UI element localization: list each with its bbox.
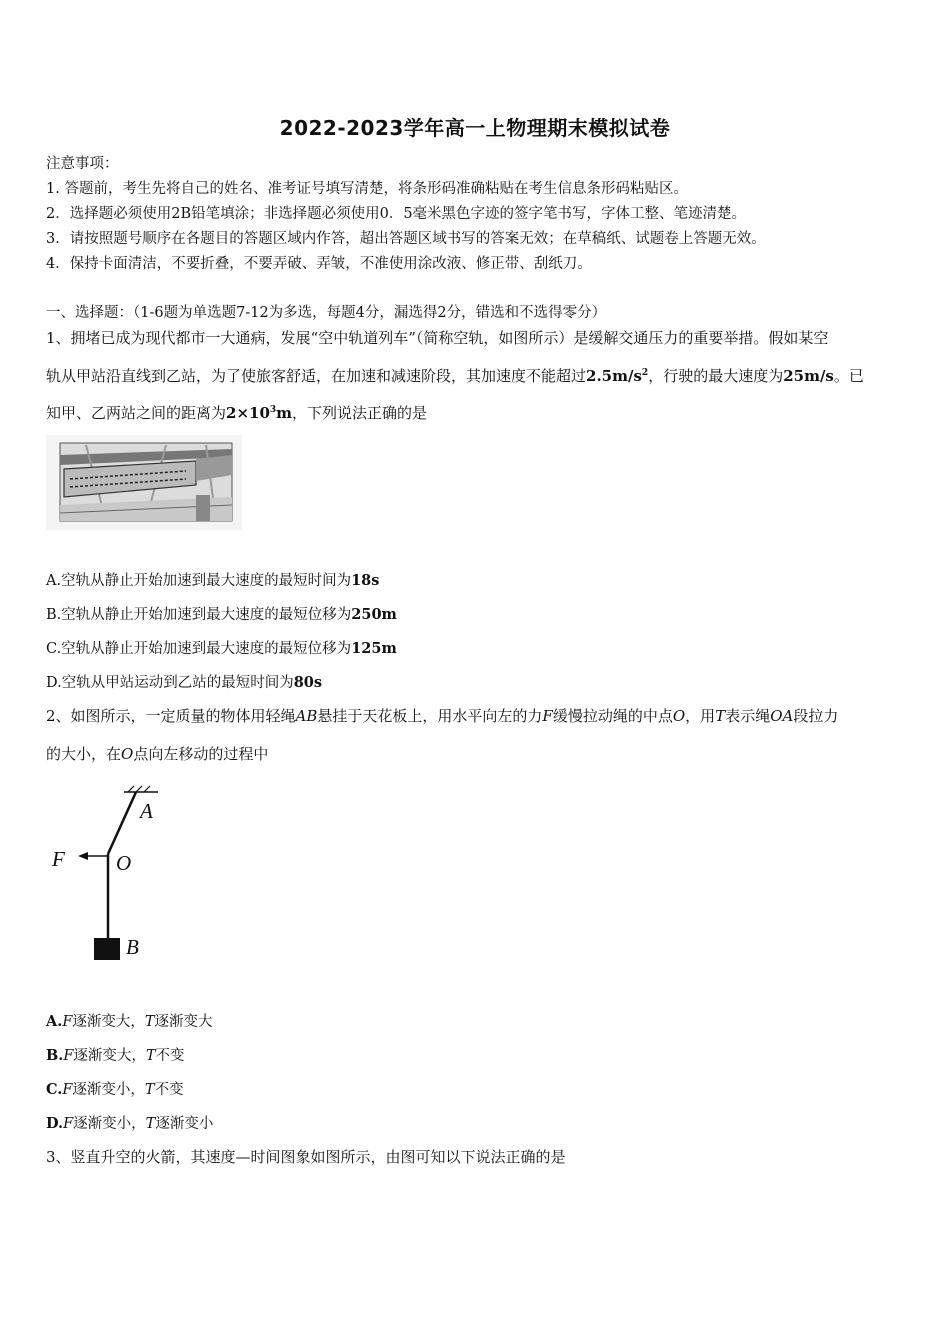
q2-option-d[interactable]: D.F逐渐变小，T逐渐变小 (46, 1115, 214, 1132)
q1-max-speed: 25m/s (783, 367, 834, 385)
q3-stem-line1: 3、竖直升空的火箭，其速度—时间图象如图所示，由图可知以下说法正确的是 (46, 1148, 566, 1166)
q1-distance: 2×10 (226, 404, 270, 422)
page-title: 2022-2023学年高一上物理期末模拟试卷 (279, 116, 671, 140)
label-a: A (140, 799, 153, 823)
q1-option-b[interactable]: B.空轨从静止开始加速到最大速度的最短位移为250m (46, 606, 397, 623)
q2-stem-line1: 2、如图所示，一定质量的物体用轻绳AB悬挂于天花板上，用水平向左的力F缓慢拉动绳的中点O，用T表示绳OA段拉力 (46, 707, 839, 725)
label-o: O (116, 851, 132, 875)
q2-option-b[interactable]: B.F逐渐变大，T不变 (46, 1047, 185, 1064)
q1-stem-line2: 轨从甲站沿直线到乙站，为了使旅客舒适，在加速和减速阶段，其加速度不能超过$2.5m/s^2$，行驶的最大速度为25m/s。已 (46, 367, 864, 385)
notice-item: 1. 答题前，考生先将自己的姓名、准考证号填写清楚，将条形码准确粘贴在考生信息条形码粘贴区。 (46, 181, 688, 197)
q1-option-c[interactable]: C.空轨从静止开始加速到最大速度的最短位移为125m (46, 640, 397, 657)
notice-item: 2．选择题必须使用2B铅笔填涂；非选择题必须使用0．5毫米黑色字迹的签字笔书写，字体工整、笔迹清楚。 (46, 206, 747, 222)
label-f: F (52, 847, 65, 871)
q2-stem-line2: 的大小，在O点向左移动的过程中 (46, 745, 269, 763)
q1-acceleration: 2.5m/s (586, 367, 642, 385)
ceiling-hatch (128, 786, 150, 792)
q1-stem-line1: 1、拥堵已成为现代都市一大通病，发展“空中轨道列车”（简称空轨，如图所示）是缓解交通压力的重要举措。假如某空 (46, 329, 829, 347)
notice-item: 3．请按照题号顺序在各题目的答题区域内作答，超出答题区域书写的答案无效；在草稿纸、试题卷上答题无效。 (46, 231, 766, 247)
section-heading: 一、选择题：（1-6题为单选题7-12为多选，每题4分，漏选得2分，错选和不选得零分） (46, 305, 607, 321)
q2-option-a[interactable]: A.F逐渐变大，T逐渐变大 (46, 1013, 213, 1030)
weight-block (94, 938, 120, 960)
notice-heading: 注意事项： (46, 156, 119, 172)
force-arrowhead (78, 852, 88, 860)
q1-option-a[interactable]: A.空轨从静止开始加速到最大速度的最短时间为18s (46, 572, 380, 589)
q2-option-c[interactable]: C.F逐渐变小，T不变 (46, 1081, 184, 1098)
notice-item: 4．保持卡面清洁，不要折叠，不要弄破、弄皱，不准使用涂改液、修正带、刮纸刀。 (46, 256, 592, 272)
rope-force-diagram (48, 782, 158, 967)
rope-oa (108, 792, 136, 854)
q1-option-d[interactable]: D.空轨从甲站运动到乙站的最短时间为80s (46, 674, 323, 691)
q1-stem-line3: 知甲、乙两站之间的距离为$2\times 10^3m$，下列说法正确的是 (46, 404, 428, 422)
monorail-photo (46, 435, 242, 530)
label-b: B (126, 935, 139, 959)
